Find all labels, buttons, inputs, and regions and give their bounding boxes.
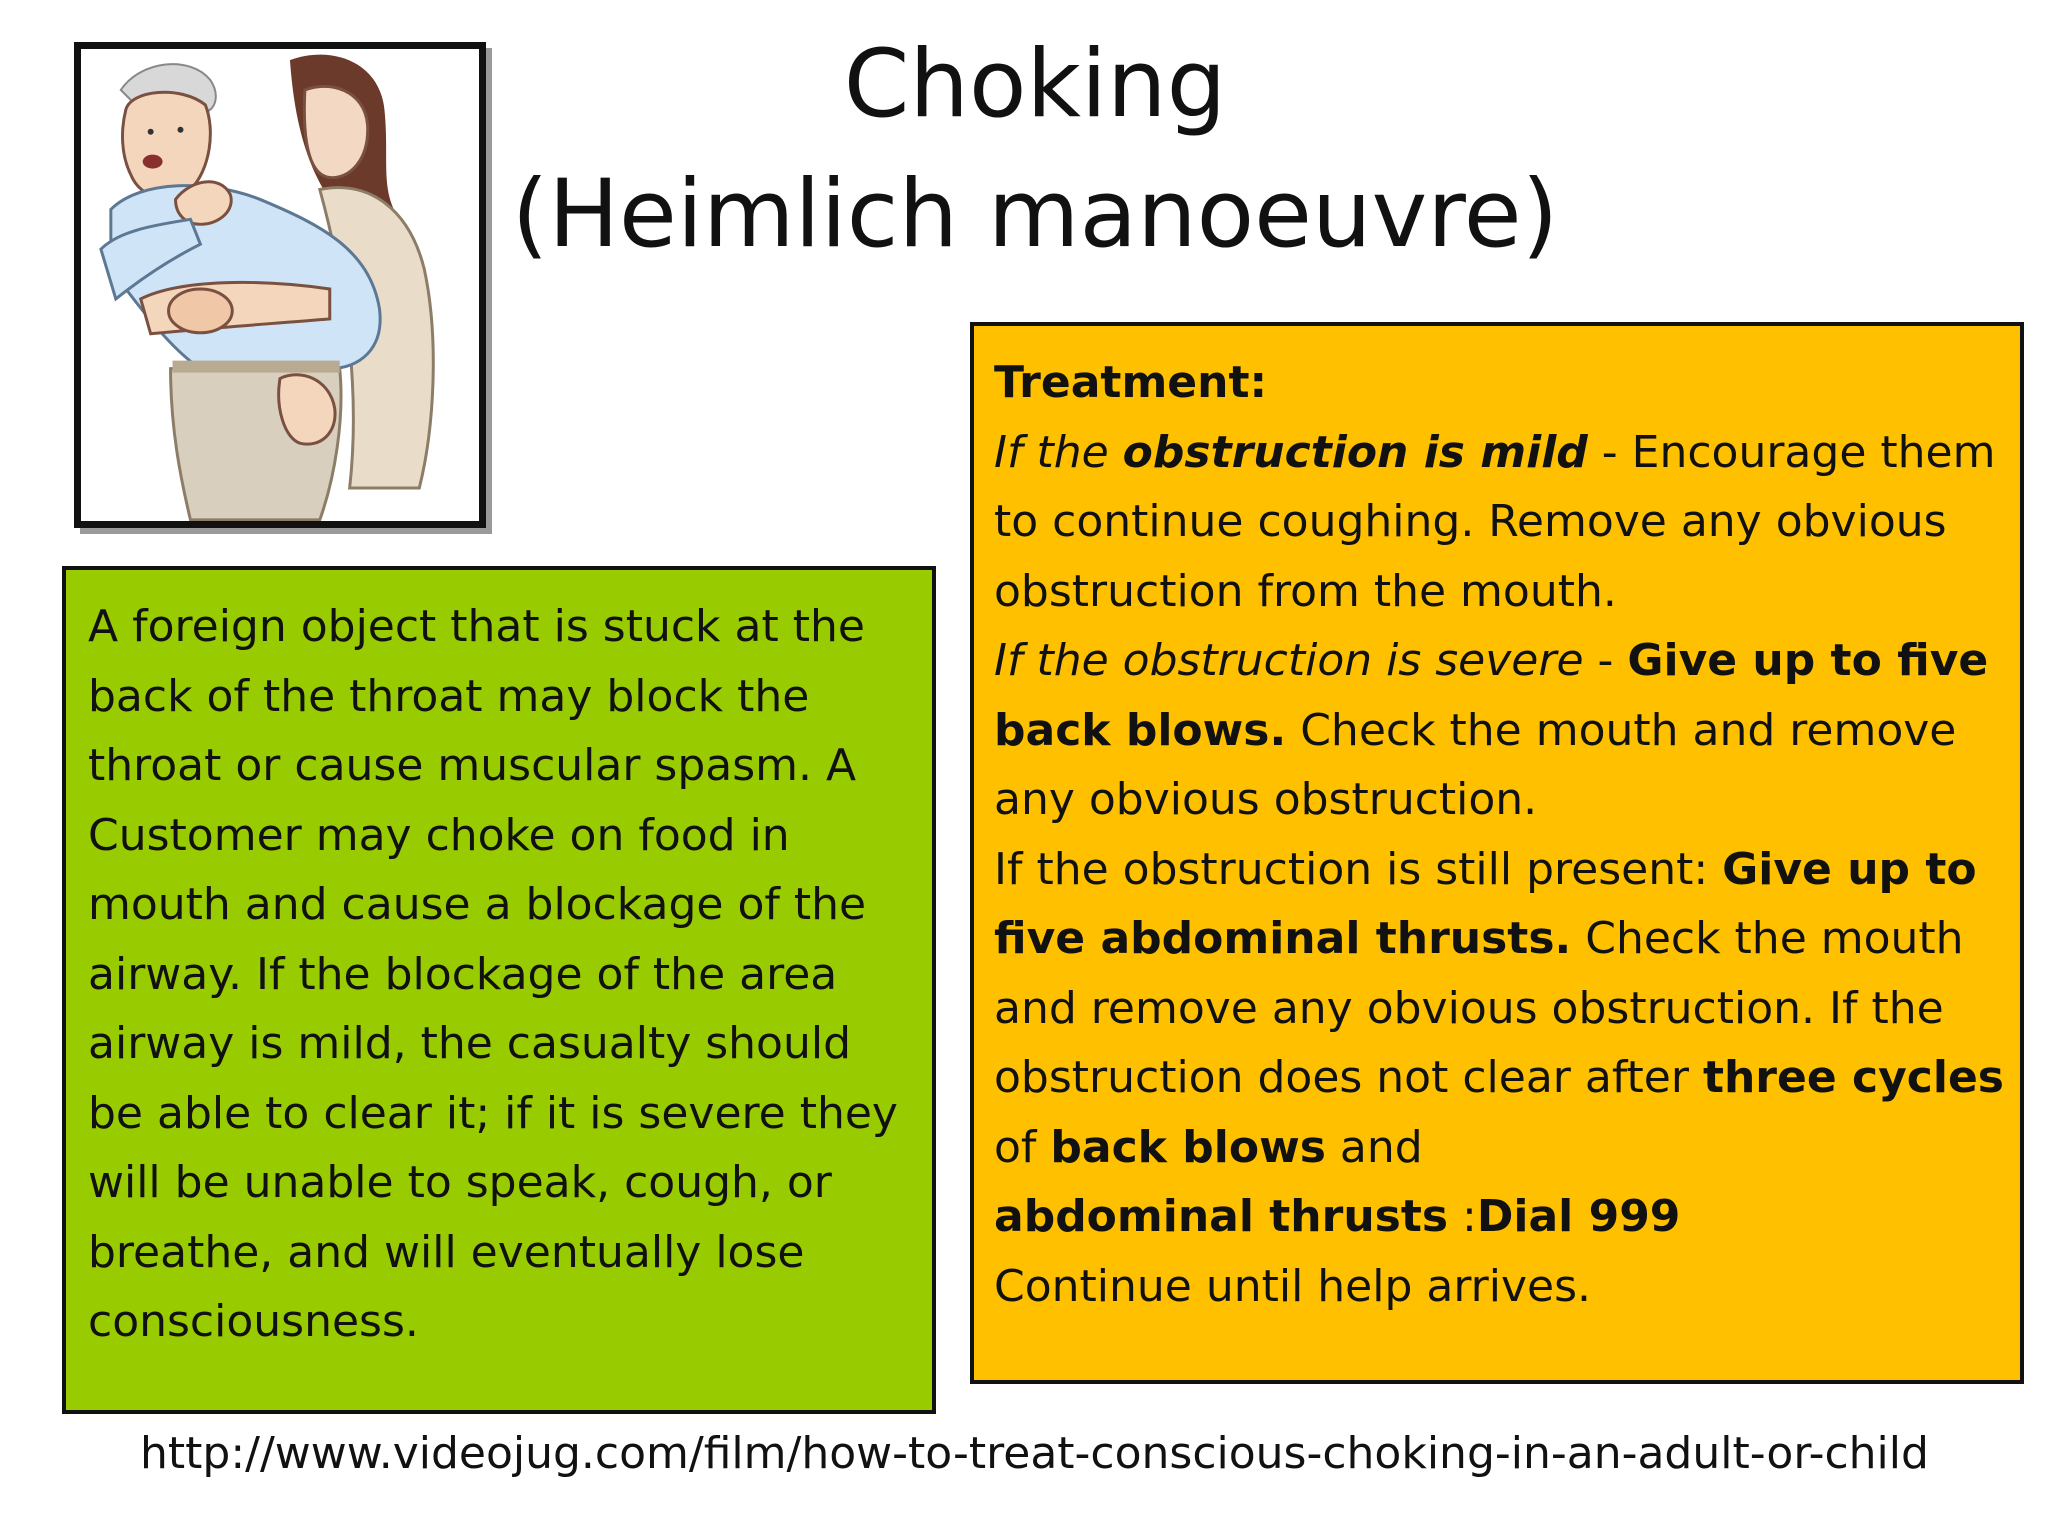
title-line-2: (Heimlich manoeuvre) [511, 160, 1559, 269]
treatment-box [970, 322, 2024, 1384]
treatment-mild [994, 418, 2010, 627]
still-bold-4: abdominal thrusts [994, 1191, 1449, 1242]
treatment-severe [994, 626, 2010, 835]
treatment-heading-text: Treatment: [994, 357, 1268, 408]
description-text: A foreign object that is stuck at the back of the throat may block the throat or cause muscular spasm. A Customer may choke on food in mouth and cause a blockage of the airway. If the blockage of the area airway is mild, the casualty should be able to clear it; if it is severe they will be unable to speak, cough, or breathe, and will eventually lose consciousness. [88, 601, 898, 1347]
severe-prefix: If the obstruction is severe [994, 635, 1584, 686]
source-url: http://www.videojug.com/film/how-to-treat-conscious-choking-in-an-adult-or-child [140, 1428, 1929, 1479]
still-mid-3: and [1325, 1121, 1423, 1173]
severe-dash: - [1583, 635, 1628, 686]
still-bold-1: Give up to five abdominal thrusts. [994, 843, 1977, 964]
severe-rest: Check the mouth and remove any obvious obstruction. [994, 704, 1957, 825]
title-line-1: Choking [843, 30, 1227, 139]
still-bold-5: Dial 999 [1476, 1191, 1681, 1242]
mild-rest: - Encourage them to continue coughing. Remove any obvious obstruction from the mouth. [994, 426, 1996, 617]
treatment-still-present [994, 835, 2010, 1252]
still-bold-2: three cycles [1702, 1052, 2004, 1103]
treatment-heading [994, 348, 2010, 418]
heimlich-manoeuvre-illustration-icon [81, 49, 479, 521]
severe-bold: Give up to five back blows. [994, 635, 1989, 756]
still-bold-3: back blows [1050, 1121, 1326, 1173]
treatment-continue: Continue until help arrives. [994, 1260, 1592, 1312]
mild-emphasis: obstruction is mild [1122, 426, 1588, 478]
heimlich-illustration [74, 42, 486, 528]
still-mid-4: : [1448, 1191, 1477, 1242]
still-prefix: If the obstruction is still present: [994, 843, 1723, 895]
page-title [470, 20, 1600, 280]
description-box [62, 566, 936, 1414]
still-mid-2: of [994, 1121, 1051, 1173]
mild-prefix: If the [994, 426, 1123, 478]
still-mid-1: Check the mouth and remove any obvious obstruction. If the obstruction does not clear after [994, 913, 1964, 1103]
